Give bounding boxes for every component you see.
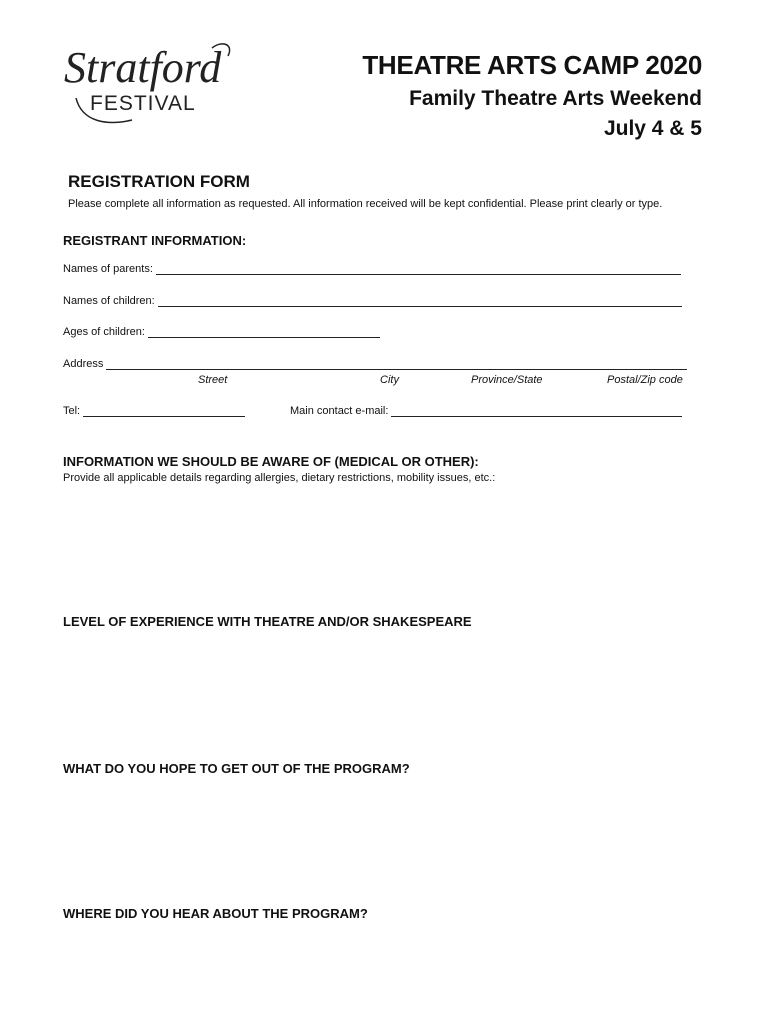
ages-input-line[interactable] bbox=[148, 326, 380, 338]
email-label: Main contact e-mail: bbox=[290, 405, 389, 417]
address-caption-street: Street bbox=[198, 374, 228, 386]
address-field[interactable] bbox=[63, 358, 687, 370]
address-caption-city: City bbox=[380, 374, 399, 386]
stratford-festival-logo bbox=[62, 40, 242, 126]
children-input-line[interactable] bbox=[158, 295, 682, 307]
parents-input-line[interactable] bbox=[156, 263, 681, 275]
email-input-line[interactable] bbox=[391, 405, 682, 417]
medical-heading: INFORMATION WE SHOULD BE AWARE OF (MEDICAL OR OTHER): bbox=[63, 454, 479, 469]
children-field[interactable] bbox=[63, 295, 682, 307]
page-title: THEATRE ARTS CAMP 2020 bbox=[362, 50, 702, 80]
tel-input-line[interactable] bbox=[83, 405, 245, 417]
address-label: Address bbox=[63, 358, 104, 370]
ages-field[interactable] bbox=[63, 326, 380, 338]
registrant-heading: REGISTRANT INFORMATION: bbox=[63, 233, 247, 248]
experience-heading: LEVEL OF EXPERIENCE WITH THEATRE AND/OR SHAKESPEARE bbox=[63, 614, 472, 629]
hopes-heading: WHAT DO YOU HOPE TO GET OUT OF THE PROGRAM? bbox=[63, 761, 410, 776]
tel-label: Tel: bbox=[63, 405, 81, 417]
email-field[interactable] bbox=[290, 405, 682, 417]
address-caption-postal: Postal/Zip code bbox=[607, 374, 683, 386]
medical-note: Provide all applicable details regarding allergies, dietary restrictions, mobility issues, etc.: bbox=[63, 472, 496, 484]
page-subtitle: Family Theatre Arts Weekend bbox=[409, 87, 702, 110]
address-input-line[interactable] bbox=[106, 358, 687, 370]
parents-field[interactable] bbox=[63, 263, 681, 275]
hear-heading: WHERE DID YOU HEAR ABOUT THE PROGRAM? bbox=[63, 906, 368, 921]
logo-script-text: Stratford bbox=[64, 43, 222, 92]
form-title: REGISTRATION FORM bbox=[68, 172, 250, 191]
form-intro: Please complete all information as requested. All information received will be kept confidential. Please print clearly or type. bbox=[68, 198, 663, 210]
address-caption-province: Province/State bbox=[471, 374, 543, 386]
parents-label: Names of parents: bbox=[63, 263, 153, 275]
ages-label: Ages of children: bbox=[63, 326, 145, 338]
event-dates: July 4 & 5 bbox=[603, 117, 702, 140]
tel-field[interactable] bbox=[63, 405, 245, 417]
logo-word-text: FESTIVAL bbox=[90, 92, 196, 115]
children-label: Names of children: bbox=[63, 295, 155, 307]
